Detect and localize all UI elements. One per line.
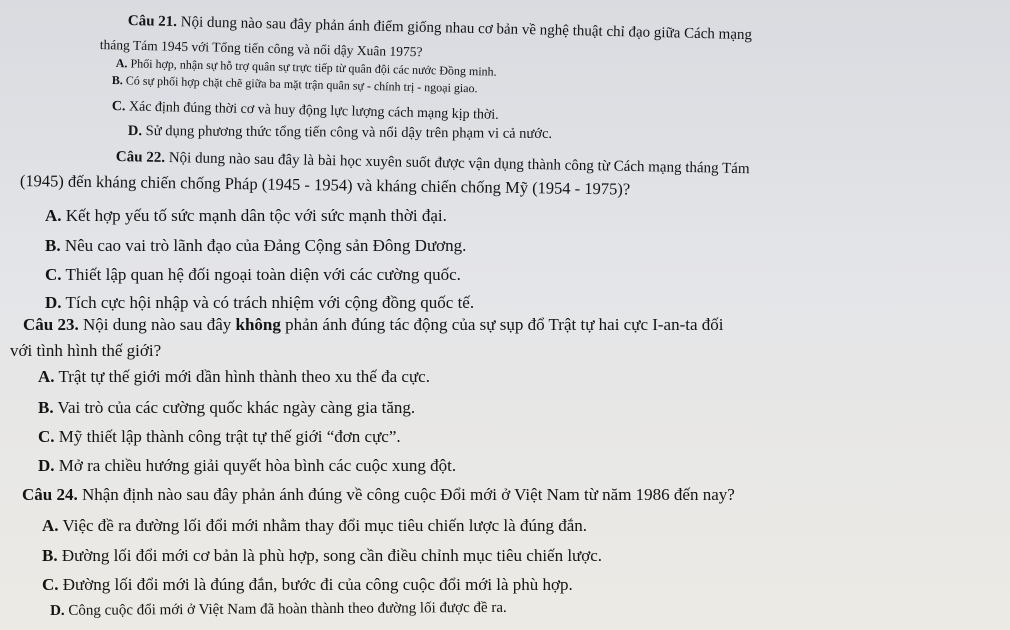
q23-stem-line2: với tình hình thế giới?: [10, 341, 162, 360]
q21-stem-part1: Nội dung nào sau đây phản ánh điểm giống nhau cơ bản về nghệ thuật chỉ đạo giữa Cách mạng: [180, 14, 753, 44]
q24-stem: Câu 24. Nhận định nào sau đây phản ánh đúng về công cuộc Đổi mới ở Việt Nam từ năm 1986 đến nay?: [22, 485, 735, 504]
q21-option-c: C. Xác định đúng thời cơ và huy động lực lượng cách mạng kịp thời.: [111, 99, 499, 123]
q21-stem-line2: tháng Tám 1945 với Tổng tiến công và nổi dậy Xuân 1975?: [99, 37, 423, 60]
q24-number: Câu 24.: [22, 485, 78, 504]
q24-option-c: C. Đường lối đổi mới là đúng đắn, bước đi của công cuộc đổi mới là phù hợp.: [42, 575, 573, 594]
q23-number: Câu 23.: [23, 315, 79, 334]
q22-stem-line1: Câu 22. Nội dung nào sau đây là bài học xuyên suốt được vận dụng thành công từ Cách mạng tháng Tám: [115, 149, 750, 178]
q23-option-a: A. Trật tự thế giới mới dần hình thành theo xu thế đa cực.: [38, 367, 430, 386]
q23-option-d: D. Mở ra chiều hướng giải quyết hòa bình các cuộc xung đột.: [38, 456, 457, 475]
q23-option-b: B. Vai trò của các cường quốc khác ngày càng gia tăng.: [38, 398, 416, 417]
q21-option-a: A. Phối hợp, nhận sự hỗ trợ quân sự trực tiếp từ quân đội các nước Đồng minh.: [115, 56, 497, 79]
q24-option-a: A. Việc đề ra đường lối đổi mới nhằm thay đổi mục tiêu chiến lược là đúng đắn.: [42, 516, 587, 535]
q22-option-b: B. Nêu cao vai trò lãnh đạo của Đảng Cộng sản Đông Dương.: [45, 236, 467, 255]
q22-stem-line2: (1945) đến kháng chiến chống Pháp (1945 - 1954) và kháng chiến chống Mỹ (1954 - 1975)?: [19, 171, 631, 199]
q21-option-d: D. Sử dụng phương thức tổng tiến công và nổi dậy trên phạm vi cả nước.: [127, 123, 553, 142]
q21-number: Câu 21.: [127, 13, 178, 31]
q24-option-b: B. Đường lối đổi mới cơ bản là phù hợp, song cần điều chỉnh mục tiêu chiến lược.: [42, 546, 603, 565]
q21-option-b: B. Có sự phối hợp chặt chẽ giữa ba mặt trận quân sự - chính trị - ngoại giao.: [111, 73, 478, 96]
q22-number: Câu 22.: [115, 149, 166, 166]
q24-option-d: D. Công cuộc đổi mới ở Việt Nam đã hoàn thành theo đường lối được đề ra.: [49, 599, 507, 619]
q22-option-a: A. Kết hợp yếu tố sức mạnh dân tộc với sức mạnh thời đại.: [45, 206, 447, 225]
q23-stem-line1: Câu 23. Nội dung nào sau đây không phản ánh đúng tác động của sự sụp đổ Trật tự hai cực I-an-ta đối: [23, 315, 724, 334]
q23-option-c: C. Mỹ thiết lập thành công trật tự thế giới “đơn cực”.: [38, 427, 401, 446]
q22-option-c: C. Thiết lập quan hệ đối ngoại toàn diện với các cường quốc.: [45, 265, 461, 284]
q22-option-d: D. Tích cực hội nhập và có trách nhiệm với cộng đồng quốc tế.: [45, 293, 475, 312]
